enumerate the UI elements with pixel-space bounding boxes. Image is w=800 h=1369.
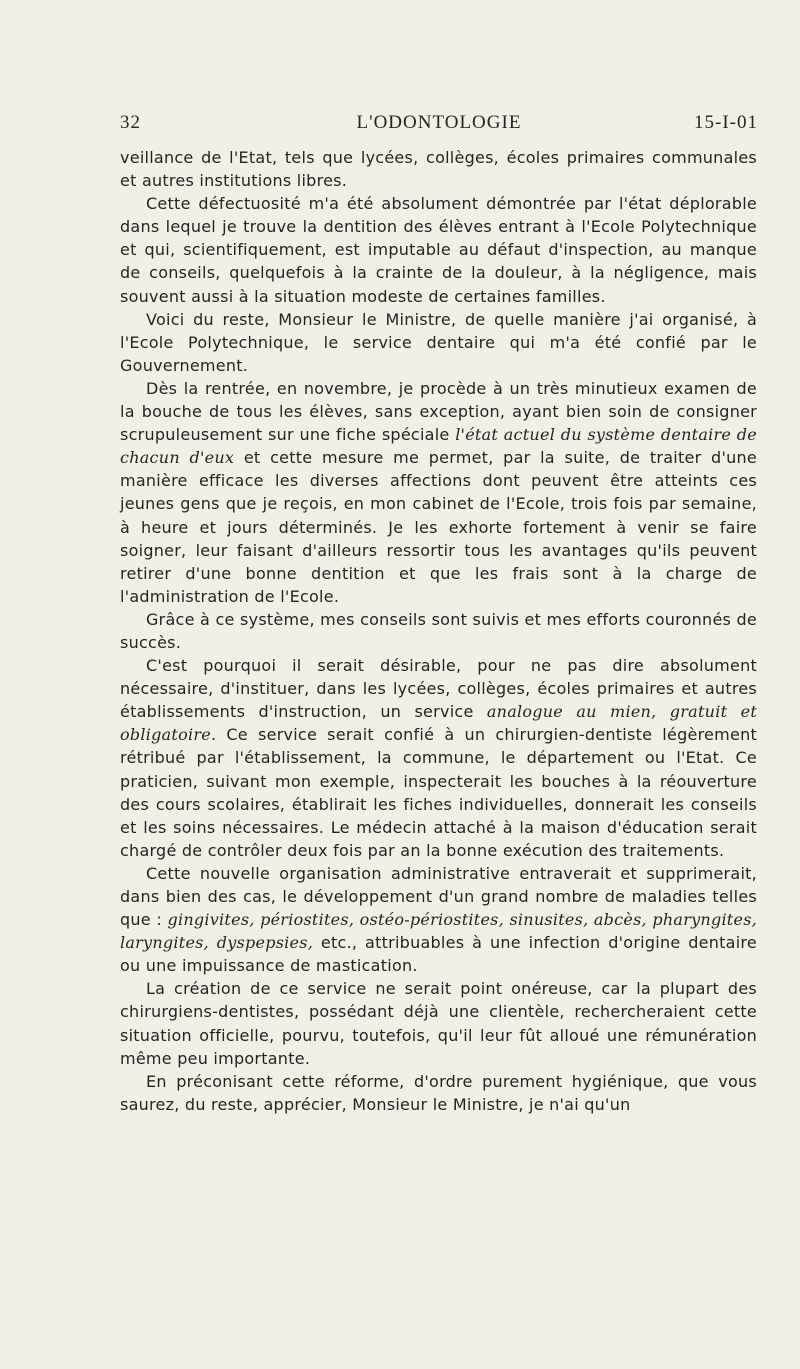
text-run: La création de ce service ne serait point onéreuse, car la plupart des chirurgiens-dentistes, possédant déjà une clientèle, rechercheraient cette situation officielle, pourvu, toutefois, qu'il leur fût alloué une rémunération même peu importante.: [120, 979, 757, 1068]
text-run: Cette défectuosité m'a été absolument démontrée par l'état déplorable dans lequel je trouve la dentition des élèves entrant à l'Ecole Polytechnique et qui, scientifiquement, est imputable au défaut d'inspection, au manque de conseils, quelquefois à la crainte de la douleur, à la négligence, mais souvent aussi à la situation modeste de certaines familles.: [120, 194, 757, 306]
italic-run: gingivites, périostites, ostéo-périostites, sinusites, abcès, pharyngites, laryngites, dyspepsies,: [120, 910, 757, 953]
page-number: 32: [120, 112, 141, 133]
paragraph: [120, 308, 757, 377]
text-run: Dès la rentrée, en novembre, je procède à un très minutieux examen de la bouche de tous les élèves, sans exception, ayant bien soin de consigner scrupuleusement sur une fiche spéciale: [120, 378, 757, 445]
text-run: En préconisant cette réforme, d'ordre purement hygiénique, que vous saurez, du reste, apprécier, Monsieur le Ministre, je n'ai qu'un: [120, 1071, 757, 1114]
paragraph: [120, 977, 757, 1069]
paragraph: [120, 608, 757, 654]
text-run: Grâce à ce système, mes conseils sont suivis et mes efforts couronnés de succès.: [120, 609, 757, 652]
text-run: Ce service serait confié à un chirurgien-dentiste légèrement rétribué par l'établissement, la commune, le département ou l'Etat. Ce praticien, suivant mon exemple, inspecterait les bouches à la réouverture des cours scolaires, établirait les fiches individuelles, donnerait les conseils et les soins nécessaires. Le médecin attaché à la maison d'éducation serait chargé de contrôler deux fois par an la bonne exécution des traitements.: [120, 725, 757, 860]
text-run: Cette nouvelle organisation administrative entraverait et supprimerait, dans bien des cas, le développement d'un grand nombre de maladies telles que :: [120, 863, 757, 930]
paragraph: [120, 146, 757, 192]
text-run: veillance de l'Etat, tels que lycées, collèges, écoles primaires communales et autres institutions libres.: [120, 148, 757, 191]
paragraph: [120, 377, 757, 608]
italic-run: l'état actuel du système dentaire de chacun d'eux: [120, 425, 757, 468]
paragraph: [120, 654, 757, 862]
paragraph: [120, 192, 757, 307]
italic-run: analogue au mien, gratuit et obligatoire.: [120, 702, 757, 745]
paragraph: [120, 1070, 757, 1116]
journal-title: L'ODONTOLOGIE: [356, 112, 522, 133]
text-run: etc., attribuables à une infection d'origine dentaire ou une impuissance de mastication.: [120, 933, 757, 976]
text-run: et cette mesure me permet, par la suite, de traiter d'une manière efficace les diverses affections dont peuvent être atteints ces jeunes gens que je reçois, en mon cabinet de l'Ecole, trois fois par semaine, à heure et jours déterminés. Je les exhorte fortement à venir se faire soigner, leur faisant d'ailleurs ressortir tous les avantages qu'ils peuvent retirer d'une bonne dentition et que les frais sont à la charge de l'administration de l'Ecole.: [120, 448, 757, 606]
issue-date: 15-I-01: [694, 112, 758, 133]
text-run: C'est pourquoi il serait désirable, pour ne pas dire absolument nécessaire, d'instituer, dans les lycées, collèges, écoles primaires et autres établissements d'instruction, un service: [120, 656, 757, 722]
body-text: [120, 146, 757, 1116]
paragraph: [120, 862, 757, 977]
running-header: [120, 112, 758, 140]
text-run: Voici du reste, Monsieur le Ministre, de quelle manière j'ai organisé, à l'Ecole Polytechnique, le service dentaire qui m'a été confié par le Gouvernement.: [120, 309, 757, 375]
